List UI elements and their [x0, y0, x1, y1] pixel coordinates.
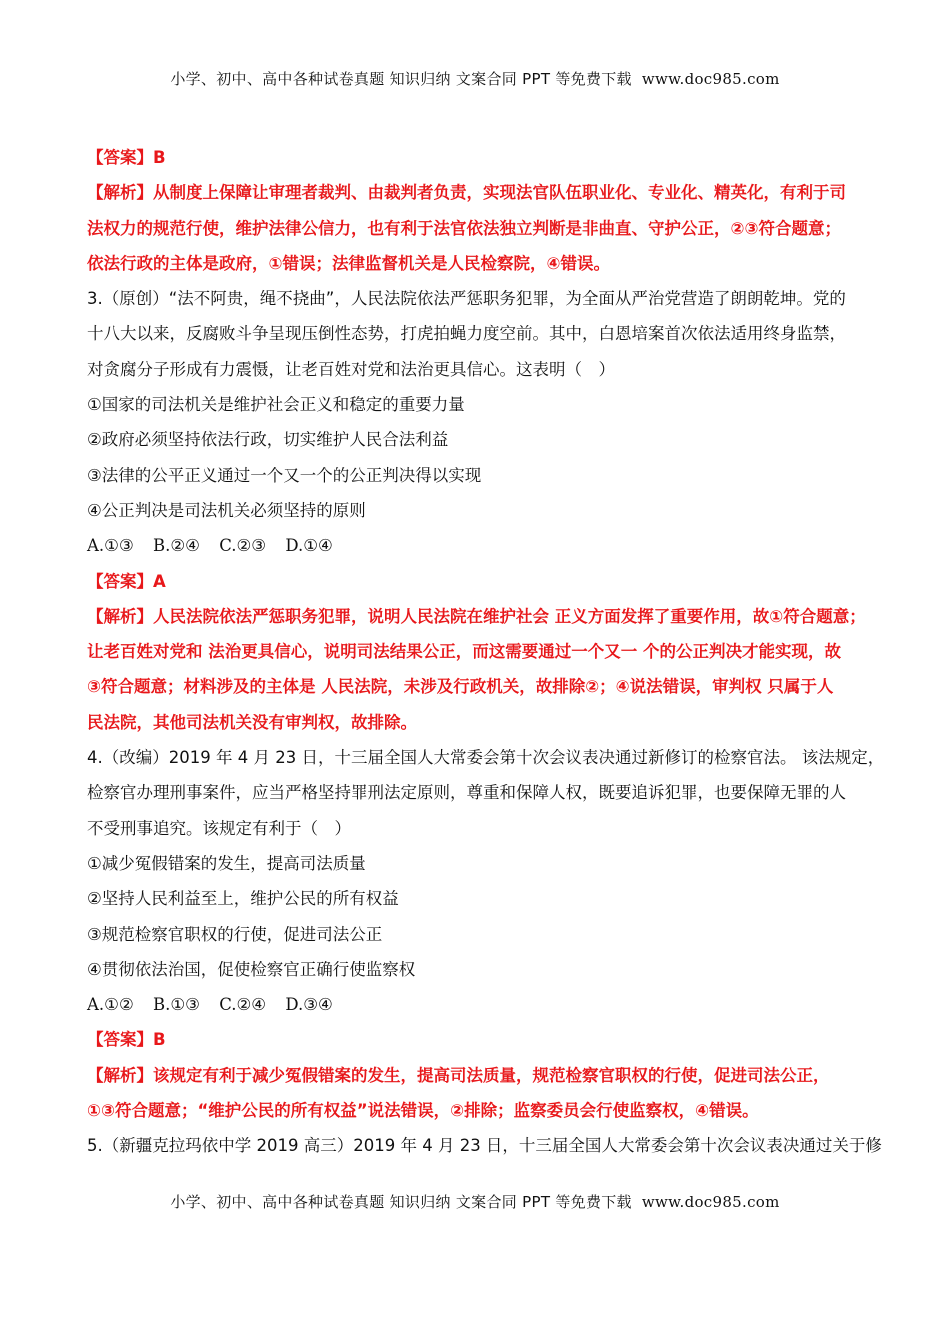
- q3-analysis-line: 让老百姓对党和 法治更具信心，说明司法结果公正，而这需要通过一个又一 个的公正判决才能实现，故: [87, 642, 841, 662]
- q3-option: ②政府必须坚持依法行政，切实维护人民合法利益: [87, 430, 449, 450]
- document-body: [87, 140, 885, 1164]
- q4-stem-line: 4.（改编）2019 年 4 月 23 日，十三届全国人大常委会第十次会议表决通过新修订的检察官法。 该法规定，: [87, 748, 885, 768]
- q3-stem-line: 3.（原创）“法不阿贵，绳不挠曲”，人民法院依法严惩职务犯罪，为全面从严治党营造了朗朗乾坤。党的: [87, 289, 846, 309]
- page-header: [0, 68, 950, 89]
- q4-choice-c: C.②④: [219, 995, 267, 1015]
- q3-choice-a: A.①③: [87, 536, 134, 556]
- footer-url[interactable]: www.doc985.com: [641, 1193, 780, 1211]
- footer-text: 小学、初中、高中各种试卷真题 知识归纳 文案合同 PPT 等免费下载: [170, 1193, 632, 1211]
- q4-analysis-line: ①③符合题意；“维护公民的所有权益”说法错误，②排除；监察委员会行使监察权，④错误。: [87, 1101, 759, 1121]
- q4-stem-line: 检察官办理刑事案件，应当严格坚持罪刑法定原则，尊重和保障人权，既要追诉犯罪，也要保障无罪的人: [87, 783, 846, 803]
- q3-analysis-line: 民法院，其他司法机关没有审判权，故排除。: [87, 712, 417, 732]
- q4-choice-a: A.①②: [87, 995, 134, 1015]
- q2-analysis-line: 依法行政的主体是政府，①错误；法律监督机关是人民检察院，④错误。: [87, 253, 610, 273]
- q5-stem-line: 5.（新疆克拉玛依中学 2019 高三）2019 年 4 月 23 日，十三届全国人大常委会第十次会议表决通过关于修: [87, 1136, 882, 1156]
- q3-analysis-line: ③符合题意；材料涉及的主体是 人民法院，未涉及行政机关，故排除②；④说法错误，审判权 只属于人: [87, 677, 834, 697]
- q4-analysis-line: 【解析】该规定有利于减少冤假错案的发生，提高司法质量，规范检察官职权的行使，促进司法公正，: [87, 1065, 830, 1085]
- q4-option: ③规范检察官职权的行使，促进司法公正: [87, 924, 383, 944]
- q4-option: ②坚持人民利益至上，维护公民的所有权益: [87, 889, 399, 909]
- q4-choice-d: D.③④: [285, 995, 333, 1015]
- q3-choice-c: C.②③: [219, 536, 267, 556]
- q3-option: ③法律的公平正义通过一个又一个的公正判决得以实现: [87, 465, 482, 485]
- q4-option: ④贯彻依法治国，促使检察官正确行使监察权: [87, 959, 416, 979]
- q4-stem-line: 不受刑事追究。该规定有利于（ ）: [87, 818, 351, 838]
- q4-option: ①减少冤假错案的发生，提高司法质量: [87, 853, 366, 873]
- q2-analysis-line: 【解析】从制度上保障让审理者裁判、由裁判者负责，实现法官队伍职业化、专业化、精英化，有利于司: [87, 183, 846, 203]
- q3-option: ①国家的司法机关是维护社会正义和稳定的重要力量: [87, 395, 465, 415]
- q2-analysis-line: 法权力的规范行使，维护法律公信力，也有利于法官依法独立判断是非曲直、守护公正，②③符合题意；: [87, 218, 841, 238]
- q3-choice-d: D.①④: [285, 536, 333, 556]
- q2-answer: 【答案】B: [87, 148, 166, 167]
- q3-option: ④公正判决是司法机关必须坚持的原则: [87, 500, 366, 520]
- header-url[interactable]: www.doc985.com: [641, 70, 780, 88]
- header-text: 小学、初中、高中各种试卷真题 知识归纳 文案合同 PPT 等免费下载: [170, 70, 632, 88]
- q3-choices: [87, 528, 877, 563]
- q3-answer: 【答案】A: [87, 571, 166, 591]
- q3-analysis-line: 【解析】人民法院依法严惩职务犯罪，说明人民法院在维护社会 正义方面发挥了重要作用，故①符合题意；: [87, 606, 866, 626]
- q4-answer: 【答案】B: [87, 1030, 166, 1050]
- q4-choices: [87, 987, 877, 1022]
- q3-stem-line: 对贪腐分子形成有力震慑，让老百姓对党和法治更具信心。这表明（ ）: [87, 359, 615, 379]
- q4-choice-b: B.①③: [153, 995, 200, 1015]
- page-footer: [0, 1191, 950, 1212]
- q3-stem-line: 十八大以来，反腐败斗争呈现压倒性态势，打虎拍蝇力度空前。其中，白恩培案首次依法适用终身监禁，: [87, 324, 846, 344]
- q3-choice-b: B.②④: [153, 536, 200, 556]
